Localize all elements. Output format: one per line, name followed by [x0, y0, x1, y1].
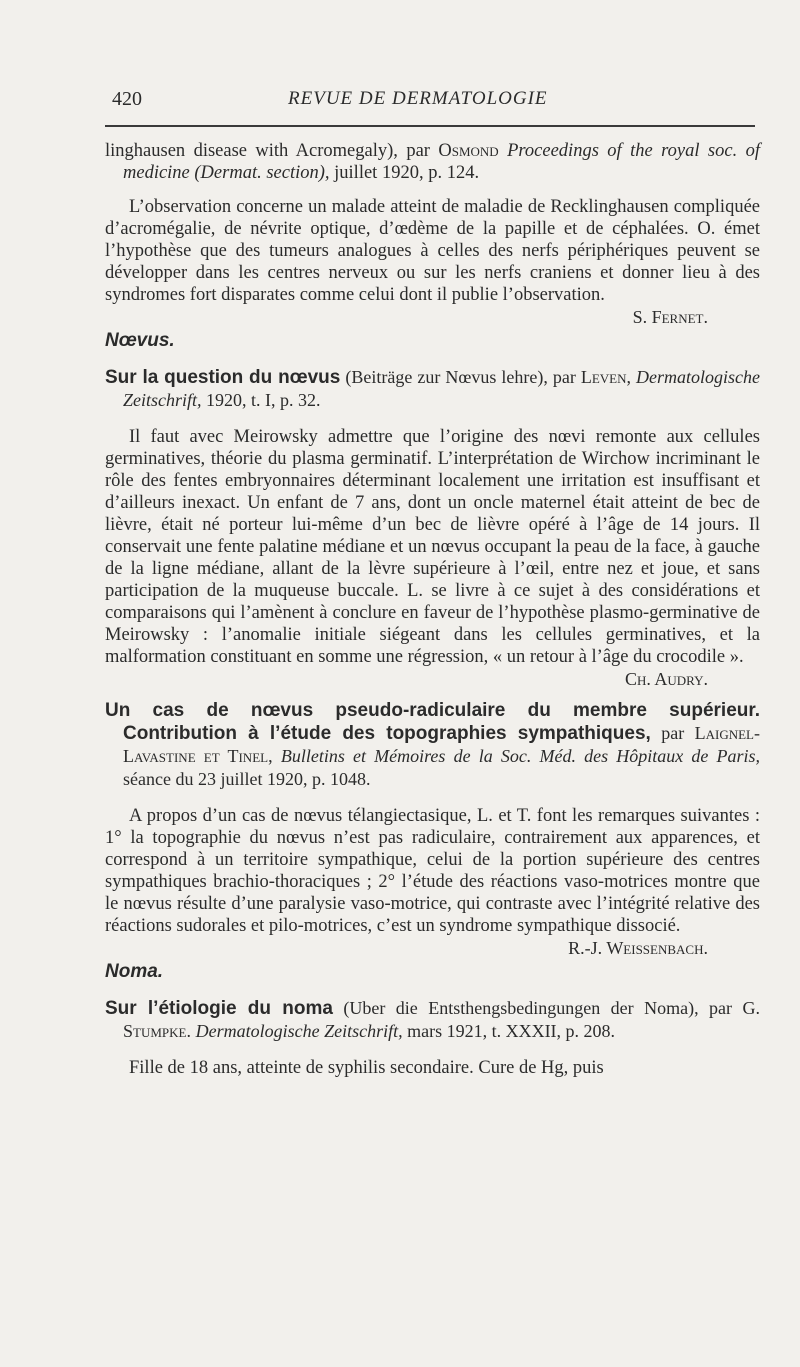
reviewer-signature: R.-J. Weissenbach.	[568, 938, 708, 958]
article-summary: Fille de 18 ans, atteinte de syphilis secondaire. Cure de Hg, puis	[129, 1058, 604, 1078]
page-number: 420	[112, 88, 142, 110]
article-heading: Sur l’étiologie du noma (Uber die Entsthengsbedingungen der Noma), par G. Stumpke. Dermatologische Zeitschrift, mars 1921, t. XXXII, p. 208.	[105, 998, 760, 1041]
author-name: Osmond	[438, 141, 499, 161]
running-title: REVUE DE DERMATOLOGIE	[288, 88, 548, 109]
article-title: Sur la question du nœvus	[105, 367, 341, 388]
article-heading: Un cas de nœvus pseudo-radiculaire du membre supérieur. Contribution à l’étude des topographies sympathiques, par Laignel-Lavastine et Tinel, Bulletins et Mémoires de la Soc. Méd. des Hôpitaux de Paris, séance du 23 juillet 1920, p. 1048.	[105, 700, 760, 789]
continued-reference: linghausen disease with Acromegaly), par Osmond Proceedings of the royal soc. of medicine (Dermat. section), juillet 1920, p. 124.	[105, 141, 760, 183]
article-summary: Il faut avec Meirowsky admettre que l’origine des nœvi remonte aux cellules germinatives, théorie du plasma germinatif. L’interprétation de Wirchow incriminant le rôle des fentes embryonnaires déterminant localement une irritation est insuffisant et d’ailleurs inexact. Un enfant de 7 ans, dont un oncle maternel était atteint de bec de lièvre, était né porteur lui-même d’un bec de lièvre opéré à l’âge de 14 jours. Il conservait une fente palatine médiane et un nœvus occupant la peau de la face, à gauche de la ligne médiane, allant de la lèvre supérieure à l’œil, entre nez et joue, et sans participation de la muqueuse buccale. L. se livre à ce sujet à des considérations et comparaisons qui l’amènent à conclure en faveur de l’hypothèse plasmo-germinative de Meirowsky : l’anomalie initiale siégeant dans les cellules germinatives, et la malformation constituant en somme une régression, « un retour à l’âge du crocodile ».	[105, 427, 760, 667]
article-title: Un cas de nœvus pseudo-radiculaire du membre supérieur. Contribution à l’étude des topographies sympathiques,	[105, 700, 760, 744]
journal-name: Proceedings of the royal soc. of medicine (Dermat. section),	[123, 141, 760, 183]
page-header	[0, 88, 800, 118]
page-body	[105, 140, 760, 1079]
journal-name: Dermatologische Zeitschrift,	[123, 367, 761, 410]
reviewer-signature: S. Fernet.	[632, 307, 708, 327]
journal-name: Dermatologische Zeitschrift,	[195, 1021, 403, 1041]
author-name: G. Stumpke.	[123, 998, 760, 1041]
author-name: Laignel-Lavastine et Tinel,	[123, 723, 760, 766]
article-summary: A propos d’un cas de nœvus télangiectasique, L. et T. font les remarques suivantes : 1° la topographie du nœvus n’est pas radiculaire, contrairement aux apparences, et correspond à un territoire sympathique, celui de la portion supérieure des centres sympathiques brachio-thoraciques ; 2° l’étude des réactions vaso-motrices montre que le nœvus résulte d’une paralysie vaso-motrice, qui contraste avec l’intégrité relative des réactions sudorales et pilo-motrices, c’est un syndrome sympathique dissocié.	[105, 806, 760, 936]
header-rule	[105, 125, 755, 127]
article-heading: Sur la question du nœvus (Beiträge zur Nœvus lehre), par Leven, Dermatologische Zeitschrift, 1920, t. I, p. 32.	[105, 367, 761, 410]
section-heading-naevus: Nœvus.	[105, 330, 175, 351]
author-name: Leven	[580, 367, 627, 387]
journal-name: Bulletins et Mémoires de la Soc. Méd. des Hôpitaux de Paris,	[280, 746, 760, 766]
reviewer-signature: Ch. Audry.	[624, 669, 708, 689]
article-title: Sur l’étiologie du noma	[105, 998, 333, 1019]
osmond-summary: L’observation concerne un malade atteint de maladie de Recklinghausen compliquée d’acromégalie, de névrite optique, d’œdème de la papille et de céphalées. O. émet l’hypothèse que des tumeurs analogues à celles des nerfs périphériques peuvent se développer dans les centres nerveux ou sur les nerfs craniens et donner lieu à des syndromes fort disparates comme celui dont il publie l’observation.	[105, 197, 760, 305]
section-heading-noma: Noma.	[105, 961, 164, 982]
